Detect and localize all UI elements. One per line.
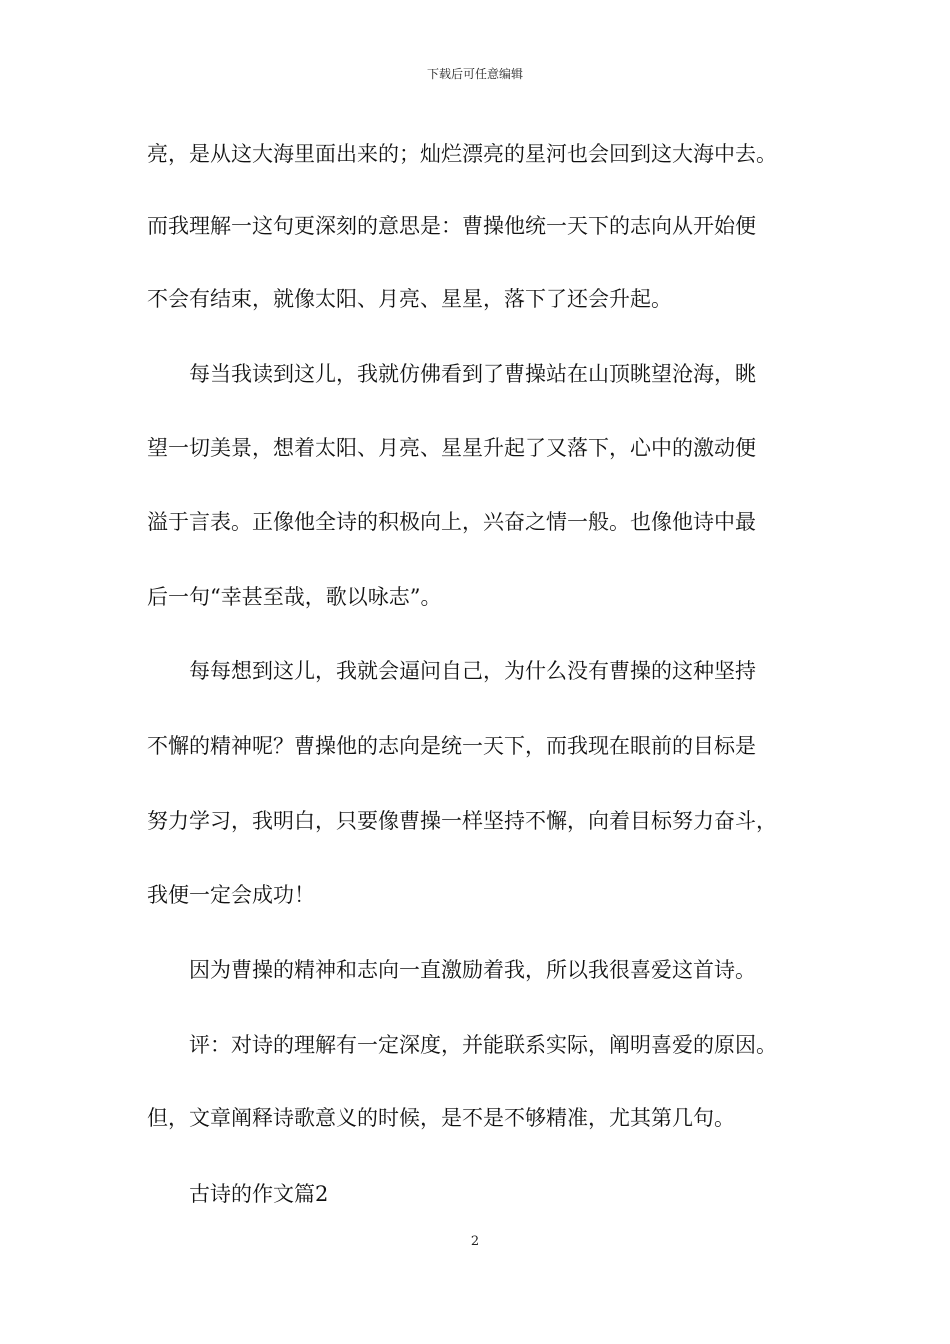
- text-line-3: 不会有结束，就像太阳、月亮、星星，落下了还会升起。: [147, 287, 672, 311]
- text-line-10: 努力学习，我明白，只要像曹操一样坚持不懈，向着目标努力奋斗，: [147, 809, 777, 833]
- text-line-6: 溢于言表。正像他全诗的积极向上，兴奋之情一般。也像他诗中最: [147, 510, 756, 534]
- page-number: 2: [470, 1234, 480, 1249]
- text-line-2: 而我理解一这句更深刻的意思是：曹操他统一天下的志向从开始便: [147, 214, 756, 238]
- text-line-13: 评：对诗的理解有一定深度，并能联系实际，阐明喜爱的原因。: [189, 1033, 777, 1057]
- text-line-14: 但，文章阐释诗歌意义的时候，是不是不够精准，尤其第几句。: [147, 1106, 735, 1130]
- text-line-9: 不懈的精神呢？曹操他的志向是统一天下，而我现在眼前的目标是: [147, 734, 756, 758]
- text-line-12: 因为曹操的精神和志向一直激励着我，所以我很喜爱这首诗。: [189, 958, 756, 982]
- page-header: 下载后可任意编辑: [426, 67, 523, 81]
- text-line-7: 后一句“幸甚至哉，歌以咏志”。: [147, 585, 442, 609]
- text-line-15: 古诗的作文篇2: [189, 1182, 329, 1206]
- text-line-11: 我便一定会成功！: [147, 883, 315, 907]
- text-line-1: 亮，是从这大海里面出来的；灿烂漂亮的星河也会回到这大海中去。: [147, 142, 777, 166]
- text-line-4: 每当我读到这儿，我就仿佛看到了曹操站在山顶眺望沧海，眺: [189, 362, 756, 386]
- text-line-8: 每每想到这儿，我就会逼问自己，为什么没有曹操的这种坚持: [189, 659, 756, 683]
- text-line-5: 望一切美景，想着太阳、月亮、星星升起了又落下，心中的激动便: [147, 436, 756, 460]
